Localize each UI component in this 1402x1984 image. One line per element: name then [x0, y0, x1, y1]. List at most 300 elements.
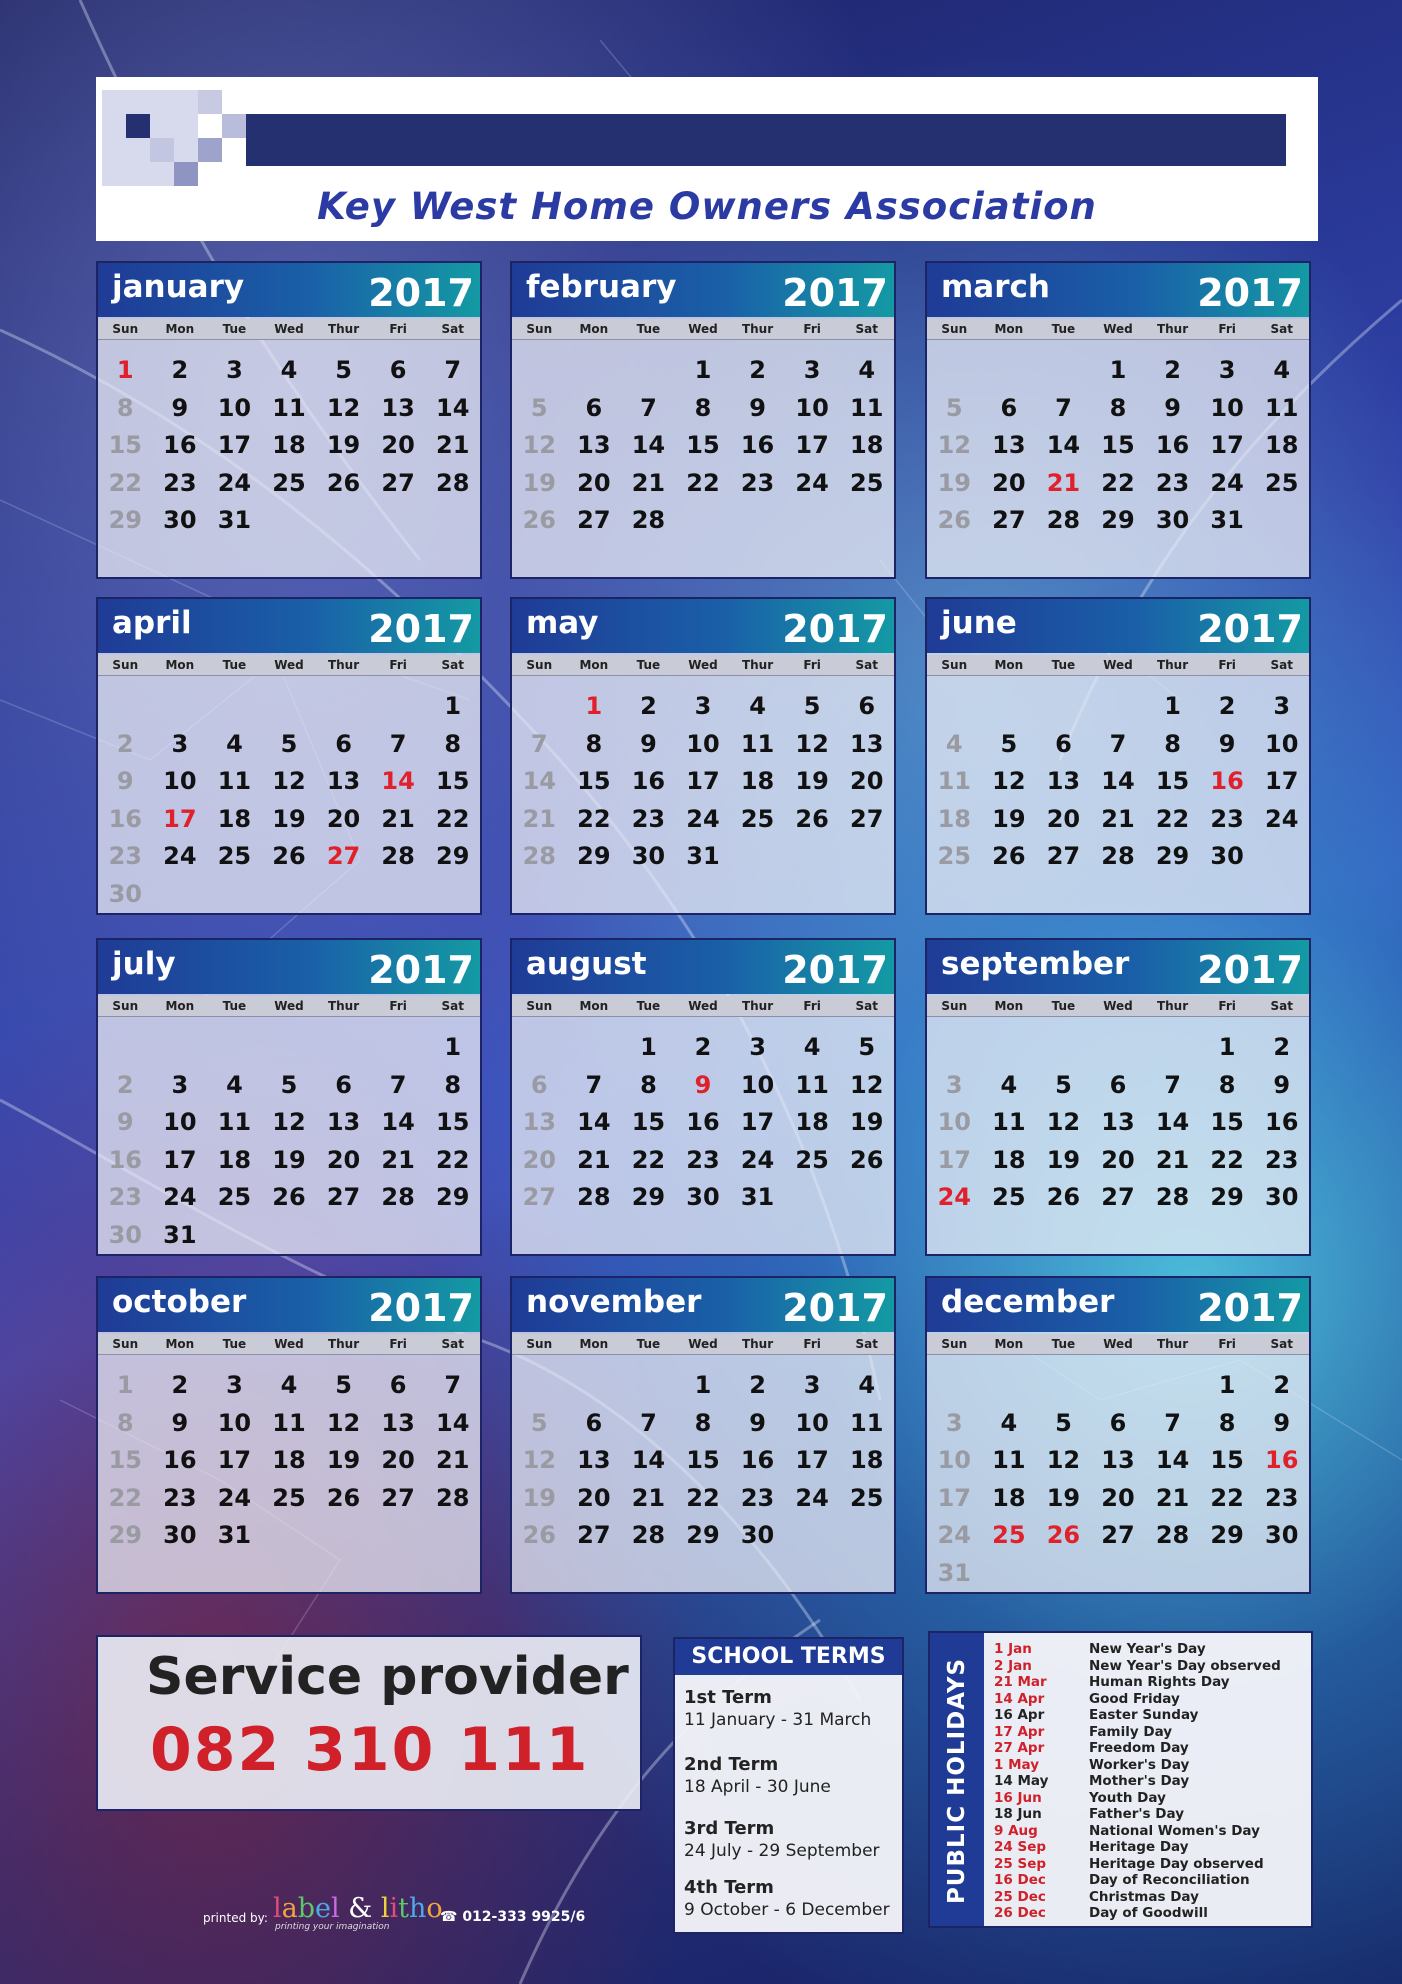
day-cell: 16: [686, 1108, 720, 1136]
logo-square: [198, 138, 222, 162]
day-cell: 19: [1046, 1145, 1081, 1174]
day-grid: [927, 1355, 1309, 1592]
day-cell: 7: [444, 356, 462, 384]
day-cell: 27: [381, 1483, 415, 1512]
day-cell: 3: [226, 356, 243, 384]
day-cell: 11: [740, 729, 775, 758]
empty-cell: [982, 1029, 1037, 1067]
day-cell: 27: [577, 506, 611, 534]
day-cell: 8: [1109, 393, 1127, 422]
weekday-header: [98, 1334, 480, 1355]
day-cell: 6: [335, 1070, 352, 1099]
weekday-label: Thur: [327, 322, 360, 336]
weekday-label: Sun: [941, 322, 968, 336]
empty-cell: [262, 1029, 317, 1067]
day-cell: 1: [1218, 1033, 1236, 1061]
day-cell: 12: [992, 767, 1026, 795]
month-year: 2017: [782, 1286, 888, 1330]
holiday-row: [994, 1790, 1281, 1807]
term-name: 1st Term: [684, 1687, 772, 1708]
day-cell: 2: [171, 1371, 189, 1399]
day-cell: 18: [937, 804, 971, 833]
weekday-label: Sun: [941, 999, 968, 1013]
day-cell: 31: [217, 1521, 252, 1549]
day-cell: 17: [686, 767, 720, 795]
day-cell: 7: [1164, 1070, 1181, 1099]
weekday-label: Thur: [741, 322, 774, 336]
day-cell: 19: [850, 1108, 884, 1136]
weekday-header: [927, 1334, 1309, 1355]
empty-cell: [621, 352, 676, 390]
day-cell: 24: [1210, 468, 1244, 497]
day-cell: 11: [992, 1446, 1026, 1474]
day-cell: 1: [116, 1371, 134, 1399]
weekday-label: Thur: [1156, 1337, 1189, 1351]
day-cell: 22: [1155, 804, 1190, 833]
day-cell: 7: [389, 1070, 407, 1099]
day-cell: 22: [1210, 1145, 1244, 1174]
logo-square: [126, 114, 150, 138]
day-cell: 11: [850, 393, 884, 422]
day-cell: 8: [640, 1070, 657, 1099]
day-cell: 3: [945, 1070, 963, 1099]
month-june: [925, 597, 1311, 915]
day-cell: 19: [272, 1145, 306, 1174]
day-cell: 28: [631, 506, 666, 534]
holiday-name: Good Friday: [1089, 1690, 1180, 1707]
day-cell: 10: [163, 767, 197, 795]
day-cell: 6: [389, 1371, 407, 1399]
holiday-date: 17 Apr: [994, 1723, 1045, 1740]
weekday-label: Wed: [274, 999, 304, 1013]
day-grid: [98, 676, 480, 913]
empty-cell: [927, 352, 982, 390]
day-cell: 28: [1046, 506, 1081, 534]
day-cell: 12: [522, 1446, 556, 1474]
day-cell: 2: [1273, 1371, 1291, 1399]
day-cell: 15: [108, 431, 142, 459]
day-cell: 20: [1046, 804, 1081, 833]
day-cell: 11: [217, 1108, 252, 1136]
day-cell: 20: [326, 804, 361, 833]
holiday-date: 18 Jun: [994, 1806, 1042, 1822]
day-cell: 5: [530, 1408, 548, 1437]
empty-cell: [567, 1029, 622, 1067]
day-cell: 15: [686, 431, 720, 459]
day-cell: 21: [436, 1446, 470, 1474]
day-grid: [512, 1017, 894, 1217]
weekday-label: Wed: [274, 658, 304, 672]
day-cell: 18: [217, 1145, 252, 1174]
weekday-label: Tue: [222, 1337, 247, 1351]
weekday-label: Fri: [1218, 999, 1236, 1013]
holiday-name: Day of Reconciliation: [1089, 1872, 1250, 1888]
weekday-label: Tue: [636, 658, 661, 672]
day-cell: 5: [530, 393, 548, 422]
day-cell: 1: [116, 356, 134, 384]
day-cell: 7: [389, 729, 407, 758]
day-cell: 14: [436, 1408, 470, 1437]
day-cell: 28: [1101, 842, 1135, 870]
day-cell: 9: [1164, 393, 1181, 422]
weekday-label: Fri: [803, 999, 821, 1013]
day-cell: 29: [436, 842, 470, 870]
day-cell: 14: [436, 393, 470, 422]
weekday-label: Thur: [327, 1337, 360, 1351]
day-cell: 6: [1109, 1070, 1127, 1099]
day-cell: 29: [631, 1183, 666, 1211]
weekday-label: Fri: [1218, 1337, 1236, 1351]
empty-cell: [371, 688, 426, 726]
day-cell: 1: [1164, 692, 1181, 720]
day-cell: 6: [530, 1070, 548, 1099]
empty-cell: [207, 688, 262, 726]
day-grid: [98, 1355, 480, 1555]
holiday-name: Father's Day: [1089, 1806, 1184, 1822]
day-cell: 30: [1265, 1521, 1299, 1549]
month-october: [96, 1276, 482, 1594]
day-cell: 14: [381, 767, 415, 795]
public-holidays-side-band: [930, 1633, 984, 1926]
day-cell: 5: [803, 692, 821, 720]
month-name: april: [112, 605, 192, 641]
empty-cell: [1036, 1367, 1091, 1405]
empty-cell: [927, 1029, 982, 1067]
day-cell: 30: [686, 1183, 720, 1211]
day-cell: 14: [1155, 1108, 1190, 1136]
holiday-row: [994, 1823, 1281, 1840]
day-cell: 22: [436, 804, 470, 833]
day-cell: 14: [1101, 767, 1135, 795]
school-term: [684, 1818, 880, 1861]
day-cell: 1: [585, 692, 603, 720]
day-cell: 26: [326, 468, 361, 497]
month-year: 2017: [368, 1286, 474, 1330]
weekday-label: Mon: [994, 1337, 1024, 1351]
day-cell: 24: [795, 468, 829, 497]
weekday-label: Tue: [1051, 1337, 1076, 1351]
empty-cell: [927, 1367, 982, 1405]
month-header: [927, 1278, 1309, 1332]
month-name: july: [112, 946, 176, 982]
day-cell: 5: [280, 1070, 298, 1099]
day-cell: 15: [436, 1108, 470, 1136]
day-cell: 25: [272, 1483, 306, 1512]
holiday-date: 2 Jan: [994, 1657, 1032, 1674]
day-cell: 29: [1210, 1183, 1244, 1211]
day-cell: 9: [171, 1408, 189, 1437]
day-cell: 10: [795, 1408, 829, 1437]
holiday-date: 16 Dec: [994, 1872, 1046, 1888]
empty-cell: [1036, 688, 1091, 726]
weekday-label: Sat: [1270, 322, 1293, 336]
day-cell: 8: [1164, 729, 1181, 758]
day-cell: 6: [585, 1408, 603, 1437]
day-cell: 7: [1109, 729, 1127, 758]
day-cell: 23: [163, 468, 197, 497]
day-cell: 25: [740, 804, 775, 833]
day-cell: 7: [1055, 393, 1072, 422]
day-cell: 15: [436, 767, 470, 795]
school-term: [684, 1754, 831, 1797]
holiday-row: [994, 1889, 1281, 1906]
empty-cell: [1091, 688, 1146, 726]
holiday-row: [994, 1757, 1281, 1774]
day-cell: 13: [381, 1408, 415, 1437]
day-cell: 13: [577, 431, 611, 459]
day-cell: 24: [937, 1521, 971, 1549]
day-cell: 16: [1265, 1108, 1299, 1136]
logo-square: [222, 114, 246, 138]
month-year: 2017: [1197, 1286, 1303, 1330]
day-cell: 20: [577, 1483, 611, 1512]
empty-cell: [512, 352, 567, 390]
day-cell: 31: [740, 1183, 775, 1211]
holiday-name: Christmas Day: [1089, 1888, 1199, 1905]
day-cell: 30: [163, 506, 197, 534]
day-cell: 29: [1101, 506, 1135, 534]
empty-cell: [982, 352, 1037, 390]
day-cell: 17: [163, 1145, 197, 1174]
day-cell: 2: [694, 1033, 712, 1061]
day-cell: 21: [1046, 468, 1081, 497]
month-header: [98, 599, 480, 653]
empty-cell: [207, 1029, 262, 1067]
day-cell: 4: [858, 1371, 876, 1399]
empty-cell: [512, 1029, 567, 1067]
weekday-label: Wed: [688, 999, 718, 1013]
weekday-label: Sat: [441, 658, 464, 672]
day-cell: 16: [1155, 431, 1190, 459]
weekday-label: Thur: [741, 1337, 774, 1351]
day-cell: 6: [335, 729, 352, 758]
holiday-row: [994, 1724, 1281, 1741]
day-cell: 22: [686, 1483, 720, 1512]
day-cell: 22: [1101, 468, 1135, 497]
month-name: march: [941, 269, 1050, 305]
weekday-label: Thur: [327, 999, 360, 1013]
day-cell: 8: [444, 1070, 462, 1099]
day-cell: 6: [585, 393, 603, 422]
weekday-label: Mon: [994, 999, 1024, 1013]
day-cell: 23: [631, 804, 666, 833]
service-provider-label: Service provider: [146, 1647, 629, 1707]
day-cell: 21: [436, 431, 470, 459]
day-cell: 6: [858, 692, 876, 720]
public-holidays-box: [928, 1631, 1313, 1928]
month-year: 2017: [1197, 948, 1303, 992]
day-cell: 27: [326, 842, 361, 870]
month-header: [512, 1278, 894, 1332]
day-cell: 3: [803, 1371, 821, 1399]
day-cell: 23: [740, 468, 775, 497]
holiday-row: [994, 1707, 1281, 1724]
day-cell: 5: [1000, 729, 1018, 758]
day-cell: 17: [937, 1483, 971, 1512]
day-cell: 19: [326, 431, 361, 459]
weekday-label: Tue: [222, 322, 247, 336]
day-cell: 20: [1101, 1145, 1135, 1174]
day-cell: 18: [1265, 431, 1299, 459]
day-cell: 16: [1210, 767, 1244, 795]
holiday-row: [994, 1740, 1281, 1757]
empty-cell: [1036, 352, 1091, 390]
day-cell: 3: [171, 729, 189, 758]
day-cell: 12: [522, 431, 556, 459]
month-name: june: [941, 605, 1017, 641]
day-cell: 15: [1210, 1108, 1244, 1136]
day-cell: 19: [522, 1483, 556, 1512]
weekday-label: Sun: [526, 658, 553, 672]
day-cell: 26: [795, 804, 829, 833]
day-cell: 10: [217, 393, 252, 422]
term-name: 4th Term: [684, 1877, 774, 1898]
weekday-label: Tue: [636, 1337, 661, 1351]
weekday-label: Mon: [579, 1337, 609, 1351]
weekday-label: Tue: [222, 999, 247, 1013]
holiday-date: 24 Sep: [994, 1839, 1047, 1855]
day-cell: 27: [1101, 1521, 1135, 1549]
day-cell: 11: [272, 393, 306, 422]
day-cell: 4: [945, 729, 963, 758]
day-cell: 2: [1218, 692, 1236, 720]
day-cell: 22: [436, 1145, 470, 1174]
day-cell: 30: [108, 879, 142, 908]
weekday-label: Fri: [1218, 322, 1236, 336]
day-cell: 31: [686, 842, 720, 870]
school-terms-title: SCHOOL TERMS: [675, 1639, 902, 1675]
month-name: november: [526, 1284, 702, 1320]
day-cell: 14: [1046, 431, 1081, 459]
day-cell: 29: [108, 1521, 142, 1549]
day-cell: 12: [1046, 1108, 1081, 1136]
day-cell: 22: [108, 1483, 142, 1512]
day-cell: 13: [992, 431, 1026, 459]
weekday-header: [98, 996, 480, 1017]
day-cell: 5: [335, 356, 352, 384]
day-cell: 9: [116, 1108, 134, 1136]
day-cell: 26: [522, 1521, 556, 1549]
day-cell: 13: [1101, 1108, 1135, 1136]
weekday-label: Mon: [579, 658, 609, 672]
weekday-header: [927, 319, 1309, 340]
day-cell: 12: [326, 1408, 361, 1437]
day-cell: 9: [694, 1070, 712, 1099]
day-cell: 27: [381, 468, 415, 497]
month-may: [510, 597, 896, 915]
day-cell: 24: [217, 468, 252, 497]
day-cell: 4: [858, 356, 876, 384]
empty-cell: [1145, 1367, 1200, 1405]
day-cell: 16: [108, 804, 142, 833]
day-cell: 2: [640, 692, 657, 720]
empty-cell: [316, 1029, 371, 1067]
day-cell: 29: [686, 1521, 720, 1549]
month-year: 2017: [368, 607, 474, 651]
day-grid: [927, 676, 1309, 876]
holiday-date: 25 Sep: [994, 1855, 1047, 1872]
weekday-header: [98, 655, 480, 676]
day-cell: 21: [577, 1145, 611, 1174]
day-cell: 16: [1265, 1446, 1299, 1474]
day-cell: 26: [937, 506, 971, 534]
empty-cell: [371, 1029, 426, 1067]
weekday-label: Thur: [327, 658, 360, 672]
day-cell: 27: [992, 506, 1026, 534]
day-cell: 31: [217, 506, 252, 534]
logo-square: [198, 90, 222, 114]
day-cell: 18: [795, 1108, 829, 1136]
day-cell: 25: [217, 842, 252, 870]
day-cell: 21: [631, 468, 666, 497]
day-cell: 27: [522, 1183, 556, 1211]
day-cell: 3: [694, 692, 712, 720]
day-cell: 4: [1273, 356, 1291, 384]
day-cell: 17: [1210, 431, 1244, 459]
month-header: [98, 1278, 480, 1332]
month-march: [925, 261, 1311, 579]
weekday-label: Sat: [855, 1337, 878, 1351]
service-provider-phone: 082 310 111: [150, 1715, 590, 1785]
weekday-label: Sat: [1270, 658, 1293, 672]
day-cell: 17: [217, 431, 252, 459]
day-cell: 19: [272, 804, 306, 833]
weekday-label: Wed: [1103, 1337, 1133, 1351]
weekday-label: Fri: [389, 658, 407, 672]
weekday-header: [927, 655, 1309, 676]
weekday-label: Thur: [1156, 999, 1189, 1013]
holiday-date: 27 Apr: [994, 1740, 1045, 1756]
weekday-label: Sat: [855, 658, 878, 672]
empty-cell: [98, 688, 153, 726]
day-cell: 17: [217, 1446, 252, 1474]
weekday-label: Sat: [855, 322, 878, 336]
day-cell: 21: [631, 1483, 666, 1512]
weekday-label: Sun: [112, 1337, 139, 1351]
day-cell: 2: [749, 356, 766, 384]
holiday-name: Youth Day: [1089, 1789, 1166, 1806]
holiday-row: [994, 1641, 1281, 1658]
day-cell: 28: [381, 1183, 415, 1211]
day-cell: 10: [217, 1408, 252, 1437]
day-cell: 15: [1210, 1446, 1244, 1474]
day-cell: 23: [740, 1483, 775, 1512]
day-cell: 12: [272, 767, 306, 795]
day-cell: 20: [326, 1145, 361, 1174]
day-cell: 19: [795, 767, 829, 795]
day-cell: 31: [1210, 506, 1244, 534]
weekday-label: Mon: [994, 658, 1024, 672]
day-cell: 24: [163, 842, 197, 870]
day-cell: 15: [1155, 767, 1190, 795]
day-cell: 25: [272, 468, 306, 497]
printer-tagline: printing your imagination: [275, 1922, 390, 1932]
day-cell: 21: [1155, 1483, 1190, 1512]
day-cell: 3: [226, 1371, 243, 1399]
holiday-row: [994, 1872, 1281, 1889]
month-november: [510, 1276, 896, 1594]
day-grid: [98, 1017, 480, 1254]
school-term: [684, 1877, 890, 1920]
school-term: [684, 1687, 871, 1730]
day-cell: 14: [381, 1108, 415, 1136]
day-cell: 4: [803, 1033, 821, 1061]
day-cell: 13: [326, 1108, 361, 1136]
month-year: 2017: [782, 271, 888, 315]
empty-cell: [567, 1367, 622, 1405]
weekday-label: Fri: [803, 1337, 821, 1351]
weekday-label: Fri: [389, 322, 407, 336]
